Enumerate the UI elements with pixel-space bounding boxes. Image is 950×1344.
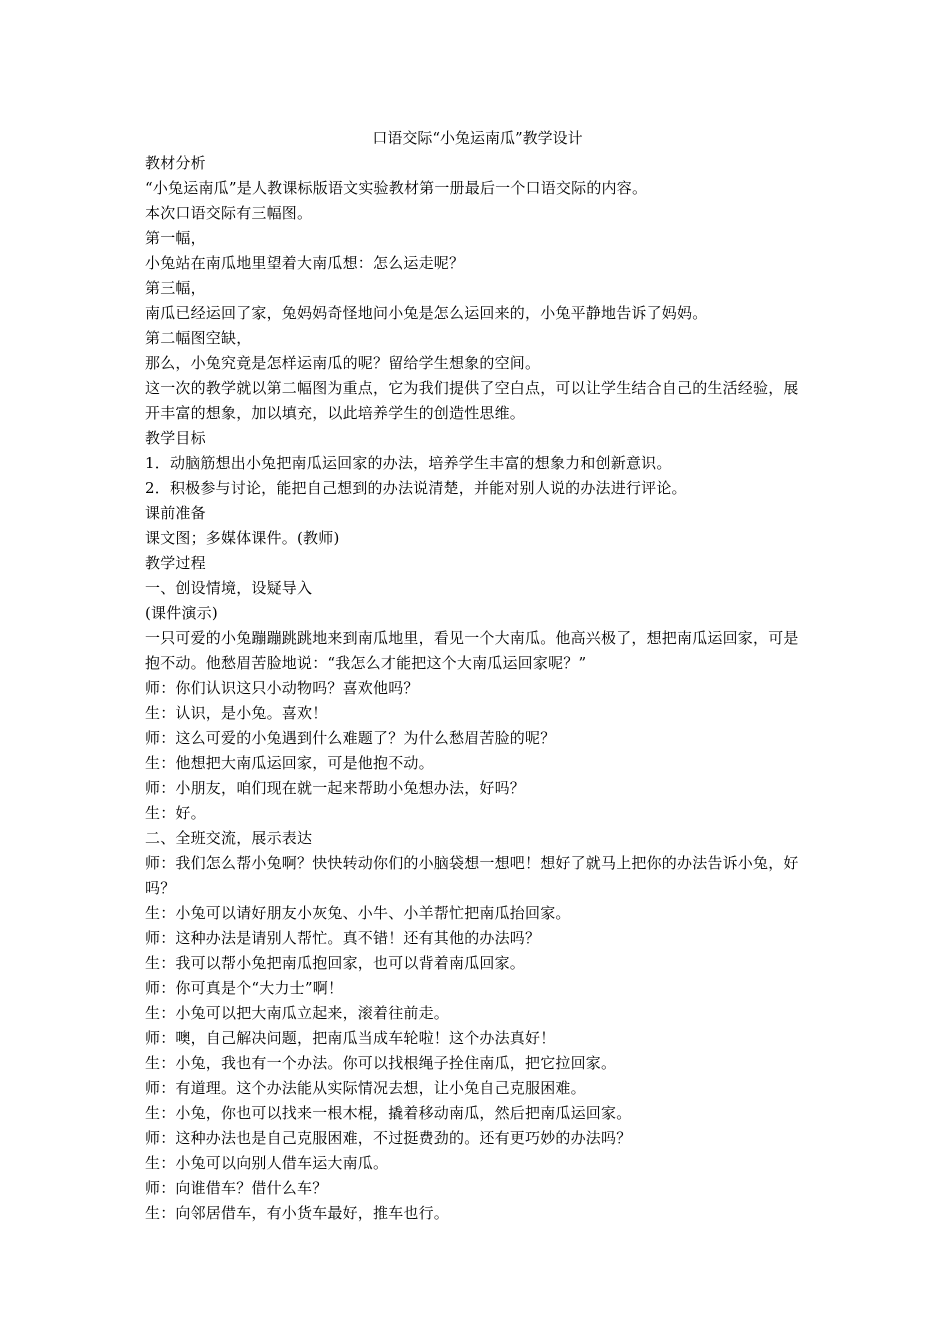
section-heading: 课前准备 bbox=[145, 504, 206, 522]
dialogue-line: 生：向邻居借车，有小货车最好，推车也行。 bbox=[145, 1204, 450, 1222]
dialogue-line: 师：你可真是个“大力士”啊！ bbox=[145, 979, 344, 997]
dialogue-line: 生：小兔可以向别人借车运大南瓜。 bbox=[145, 1154, 389, 1172]
dialogue-line: 生：认识，是小兔。喜欢！ bbox=[145, 704, 328, 722]
dialogue-line: 师：我们怎么帮小兔啊？快快转动你们的小脑袋想一想吧！想好了就马上把你的办法告诉小兔，好吗？ bbox=[145, 854, 799, 897]
dialogue-line: 生：小兔，你也可以找来一根木棍，撬着移动南瓜，然后把南瓜运回家。 bbox=[145, 1104, 632, 1122]
paragraph: (课件演示) bbox=[145, 604, 218, 622]
paragraph: 第三幅， bbox=[145, 279, 206, 297]
paragraph: 南瓜已经运回了家，兔妈妈奇怪地问小兔是怎么运回来的，小兔平静地告诉了妈妈。 bbox=[145, 304, 708, 322]
dialogue-line: 师：这种办法也是自己克服困难，不过挺费劲的。还有更巧妙的办法吗？ bbox=[145, 1129, 632, 1147]
subsection-heading: 二、全班交流，展示表达 bbox=[145, 829, 313, 847]
paragraph: 一只可爱的小兔蹦蹦跳跳地来到南瓜地里，看见一个大南瓜。他高兴极了，想把南瓜运回家，可是抱不动。他愁眉苦脸地说：“我怎么才能把这个大南瓜运回家呢？” bbox=[145, 629, 799, 672]
paragraph: “小兔运南瓜”是人教课标版语文实验教材第一册最后一个口语交际的内容。 bbox=[145, 179, 648, 197]
subsection-heading: 一、创设情境，设疑导入 bbox=[145, 579, 313, 597]
dialogue-line: 师：这么可爱的小兔遇到什么难题了？为什么愁眉苦脸的呢？ bbox=[145, 729, 556, 747]
dialogue-line: 师：噢，自己解决问题，把南瓜当成车轮啦！这个办法真好！ bbox=[145, 1029, 556, 1047]
list-item: 1．动脑筋想出小兔把南瓜运回家的办法，培养学生丰富的想象力和创新意识。 bbox=[145, 454, 672, 472]
paragraph: 第二幅图空缺， bbox=[145, 329, 252, 347]
paragraph: 第一幅， bbox=[145, 229, 206, 247]
section-heading: 教学过程 bbox=[145, 554, 206, 572]
dialogue-line: 师：你们认识这只小动物吗？喜欢他吗？ bbox=[145, 679, 419, 697]
paragraph: 小兔站在南瓜地里望着大南瓜想：怎么运走呢？ bbox=[145, 254, 465, 272]
dialogue-line: 师：这种办法是请别人帮忙。真不错！还有其他的办法吗？ bbox=[145, 929, 541, 947]
dialogue-line: 生：小兔可以把大南瓜立起来，滚着往前走。 bbox=[145, 1004, 450, 1022]
paragraph: 那么，小兔究竟是怎样运南瓜的呢？留给学生想象的空间。 bbox=[145, 354, 541, 372]
section-heading: 教材分析 bbox=[145, 154, 206, 172]
document-title: 口语交际“小兔运南瓜”教学设计 bbox=[372, 129, 583, 147]
paragraph: 这一次的教学就以第二幅图为重点，它为我们提供了空白点，可以让学生结合自己的生活经验，展开丰富的想象，加以填充，以此培养学生的创造性思维。 bbox=[145, 379, 799, 422]
paragraph: 本次口语交际有三幅图。 bbox=[145, 204, 313, 222]
dialogue-line: 生：好。 bbox=[145, 804, 206, 822]
document-body bbox=[145, 126, 810, 1226]
dialogue-line: 生：小兔，我也有一个办法。你可以找根绳子拴住南瓜，把它拉回家。 bbox=[145, 1054, 617, 1072]
dialogue-line: 生：小兔可以请好朋友小灰兔、小牛、小羊帮忙把南瓜抬回家。 bbox=[145, 904, 571, 922]
dialogue-line: 生：我可以帮小兔把南瓜抱回家，也可以背着南瓜回家。 bbox=[145, 954, 526, 972]
dialogue-line: 生：他想把大南瓜运回家，可是他抱不动。 bbox=[145, 754, 434, 772]
dialogue-line: 师：向谁借车？借什么车？ bbox=[145, 1179, 328, 1197]
dialogue-line: 师：小朋友，咱们现在就一起来帮助小兔想办法，好吗？ bbox=[145, 779, 526, 797]
list-item: 2．积极参与讨论，能把自己想到的办法说清楚，并能对别人说的办法进行评论。 bbox=[145, 479, 687, 497]
section-heading: 教学目标 bbox=[145, 429, 206, 447]
dialogue-line: 师：有道理。这个办法能从实际情况去想，让小兔自己克服困难。 bbox=[145, 1079, 586, 1097]
paragraph: 课文图；多媒体课件。(教师) bbox=[145, 529, 340, 547]
